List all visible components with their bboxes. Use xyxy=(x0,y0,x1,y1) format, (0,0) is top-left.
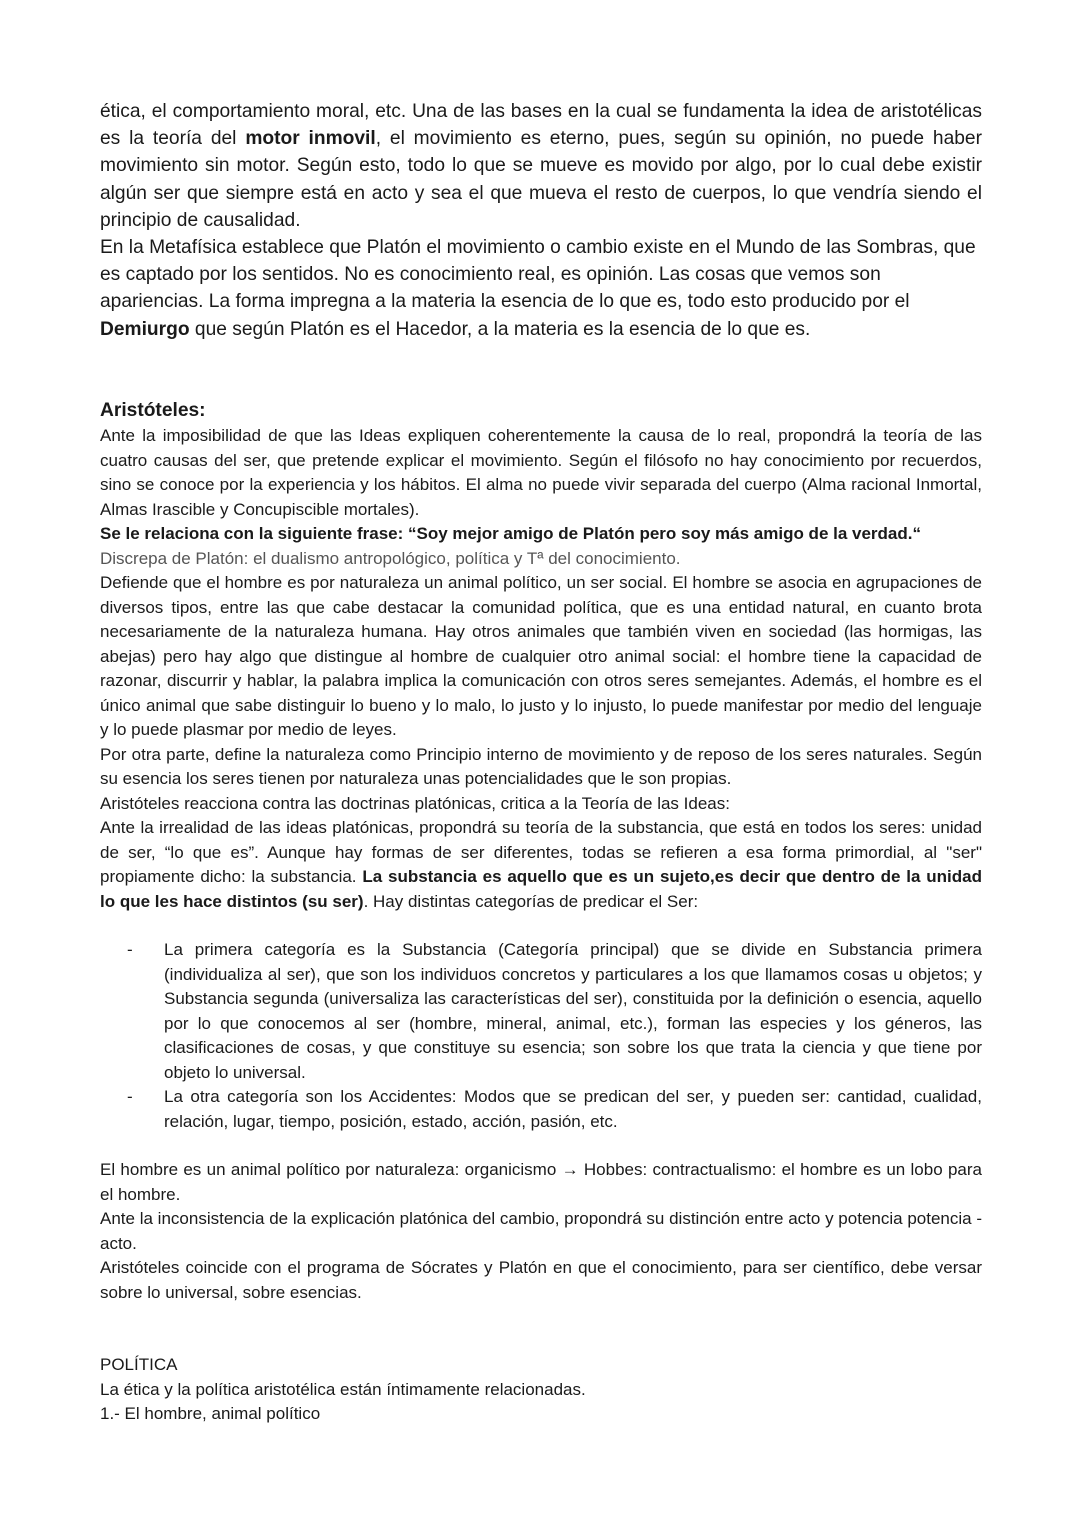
closing-paragraph-1: El hombre es un animal político por naturaleza: organicismo → Hobbes: contractualismo: el hombre es un lobo para el hombre. xyxy=(100,1160,982,1204)
aristoteles-paragraph-2: Defiende que el hombre es por naturaleza un animal político, un ser social. El hombre se asocia en agrupaciones de diversos tipos, entre las que cabe destacar la comunidad política, que es una entidad natural, en cuanto brota necesariamente de la naturaleza humana. Hay otros animales que también viven en sociedad (las hormigas, las abejas) pero hay algo que distingue al hombre de cualquier otro animal social: el hombre tiene la capacidad de razonar, discurrir y hablar, la palabra implica la comunicación con otros seres semejantes. Además, el hombre es el único animal que sabe distinguir lo bueno y lo malo, lo justo y lo injusto, lo puede manifestar por medio del lenguaje y lo puede plasmar por medio de leyes. xyxy=(100,573,982,739)
aristoteles-discrepa: Discrepa de Platón: el dualismo antropológico, política y Tª del conocimiento. xyxy=(100,548,681,568)
aristoteles-paragraph-1: Ante la imposibilidad de que las Ideas expliquen coherentemente la causa de lo real, propondrá la teoría de las cuatro causas del ser, que pretende explicar el movimiento. Según el filósofo no hay conocimiento por recuerdos, sino se conoce por la experiencia y los hábitos. El alma no puede vivir separada del cuerpo (Alma racional Inmortal, Almas Irascible y Concupiscible mortales). xyxy=(100,426,982,519)
closing-paragraph-2: Ante la inconsistencia de la explicación platónica del cambio, propondrá su distinción entre acto y potencia potencia - acto. xyxy=(100,1209,982,1253)
intro-p2-text-a: En la Metafísica establece que Platón el movimiento o cambio existe en el Mundo de las Sombras, que es captado por los sentidos. No es conocimiento real, es opinión. Las cosas que vemos son apariencias. La forma impregna a la materia la esencia de lo que es, todo esto producido por el xyxy=(100,237,976,313)
closing-paragraph-3: Aristóteles coincide con el programa de Sócrates y Platón en que el conocimiento, para ser científico, debe versar sobre lo universal, sobre esencias. xyxy=(100,1258,982,1302)
aristoteles-paragraph-4: Aristóteles reacciona contra las doctrinas platónicas, critica a la Teoría de las Ideas: xyxy=(100,793,730,813)
aristoteles-paragraph-5 xyxy=(100,816,982,914)
politica-paragraph-1: La ética y la política aristotélica están íntimamente relacionadas. xyxy=(100,1379,586,1399)
aristoteles-section xyxy=(100,397,982,914)
intro-p2-bold: Demiurgo xyxy=(100,318,190,340)
intro-section xyxy=(100,98,982,343)
intro-paragraph-1 xyxy=(100,98,982,234)
list-item xyxy=(100,938,982,1085)
categories-list xyxy=(100,938,982,1134)
dash-bullet: - xyxy=(127,1087,133,1106)
p5-text-a: Ante la irrealidad de las ideas platónicas, propondrá su teoría de la substancia, que está en todos los seres: unidad de ser, “lo que es”. Aunque hay formas de ser diferentes, todas se refieren a esa forma primordial, al "ser" propiamente dicho: la substancia. xyxy=(100,818,982,886)
aristoteles-heading: Aristóteles: xyxy=(100,400,206,421)
intro-paragraph-2 xyxy=(100,234,982,343)
aristoteles-quote: Se le relaciona con la siguiente frase: “Soy mejor amigo de Platón pero soy más amigo de la verdad.“ xyxy=(100,524,921,543)
intro-p1-text-b: , el movimiento es eterno, pues, según su opinión, no puede haber movimiento sin motor. Según esto, todo lo que se mueve es movido por algo, por lo cual debe existir algún ser que siempre está en acto y sea el que mueva el resto de cuerpos, lo que vendría siendo el principio de causalidad. xyxy=(100,128,982,231)
list-item xyxy=(100,1085,982,1134)
aristoteles-paragraph-3: Por otra parte, define la naturaleza como Principio interno de movimiento y de reposo de los seres naturales. Según su esencia los seres tienen por naturaleza unas potencialidades que le son propias. xyxy=(100,744,982,788)
politica-section xyxy=(100,1353,982,1427)
politica-paragraph-2: 1.- El hombre, animal político xyxy=(100,1404,321,1423)
intro-p2-text-b: que según Platón es el Hacedor, a la materia es la esencia de lo que es. xyxy=(189,318,811,340)
intro-p1-text-a: ética, el comportamiento moral, etc. Una de las bases en la cual se fundamenta la idea de aristotélicas es la teoría del xyxy=(100,101,982,150)
list-item-text: La primera categoría es la Substancia (Categoría principal) que se divide en Substancia primera (individualiza al ser), que son los individuos concretos y particulares a los que llamamos cosas u objetos; y Substancia segunda (universaliza las características del ser), constituida por la definición o esencia, aquello por lo que conocemos al ser (hombre, mineral, animal, etc.), forman las especies y los géneros, las clasificaciones de cosas, y que constituye su esencia; son sobre los que trata la ciencia y que tiene por objeto lo universal. xyxy=(164,940,982,1082)
closing-section xyxy=(100,1158,982,1305)
categories-list-section xyxy=(100,938,982,1134)
dash-bullet: - xyxy=(127,940,133,959)
p5-bold: La substancia es aquello que es un sujeto,es decir que dentro de la unidad lo que les hace distintos (su ser) xyxy=(100,867,982,911)
politica-heading: POLÍTICA xyxy=(100,1355,178,1374)
intro-p1-bold: motor inmovil xyxy=(245,128,376,150)
list-item-text: La otra categoría son los Accidentes: Modos que se predican del ser, y pueden ser: cantidad, cualidad, relación, lugar, tiempo, posición, estado, acción, pasión, etc. xyxy=(164,1087,982,1131)
p5-text-b: . Hay distintas categorías de predicar el Ser: xyxy=(363,891,699,911)
